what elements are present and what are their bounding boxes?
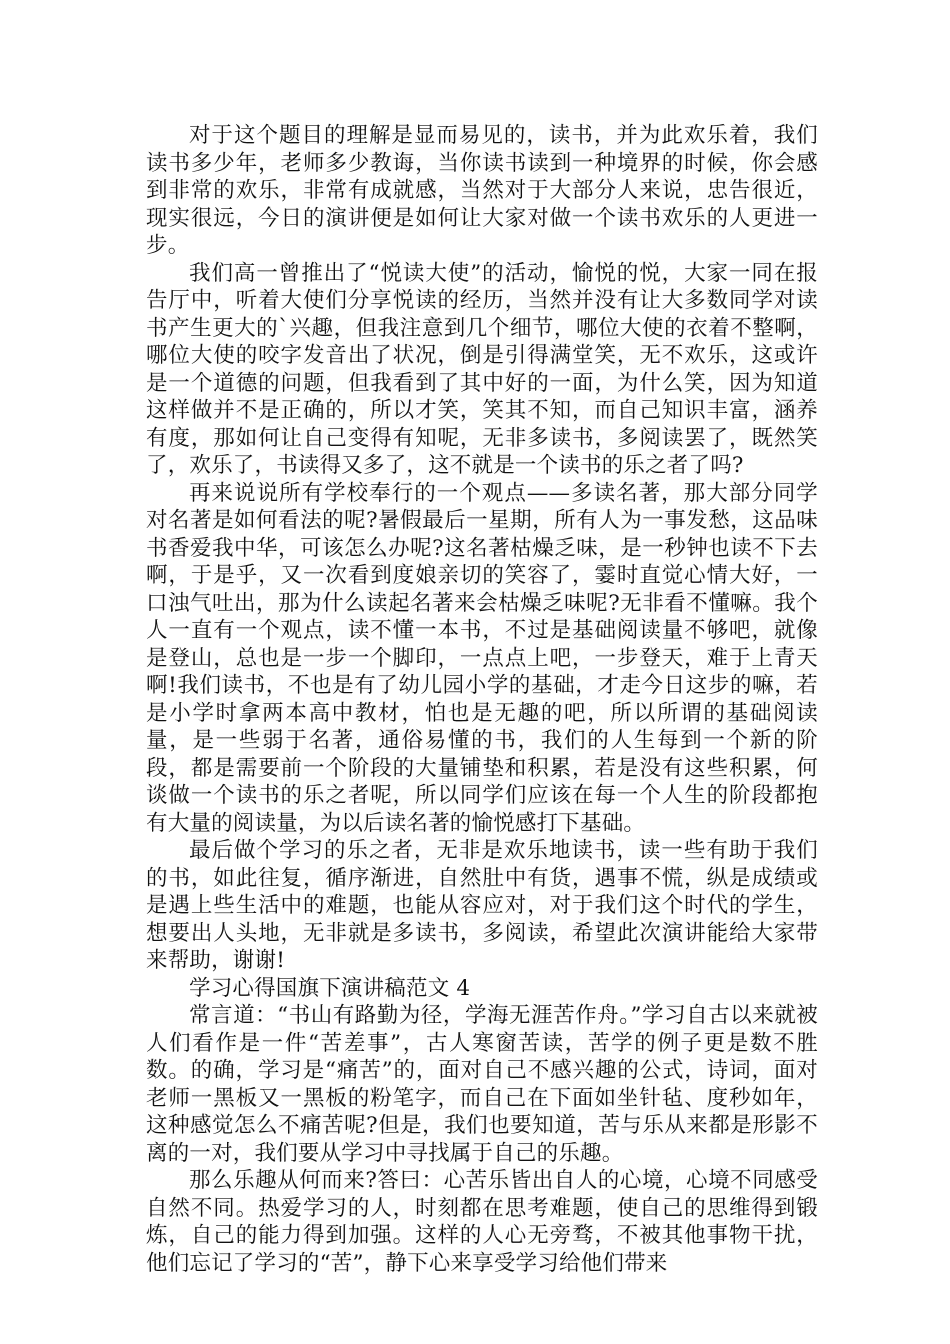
paragraph: 常言道：“书山有路勤为径，学海无涯苦作舟。”学习自古以来就被人们看作是一件“苦差事”，古人寒窗苦读，苦学的例子更是数不胜数。的确，学习是“痛苦”的，面对自己不感兴趣的公式，诗词，面对老师一黑板又一黑板的粉笔字，而自己在下面如坐针毡、度秒如年，这种感觉怎么不痛苦呢?但是，我们也要知道，苦与乐从来都是形影不离的一对，我们要从学习中寻找属于自己的乐趣。 xyxy=(146,1003,818,1166)
paragraph: 我们高一曾推出了“悦读大使”的活动，愉悦的悦，大家一同在报告厅中，听着大使们分享悦读的经历，当然并没有让大多数同学对读书产生更大的`兴趣，但我注意到几个细节，哪位大使的衣着不整啊，哪位大使的咬字发音出了状况，倒是引得满堂笑，无不欢乐，这或许是一个道德的问题，但我看到了其中好的一面，为什么笑，因为知道这样做并不是正确的，所以才笑，笑其不知，而自己知识丰富，涵养有度，那如何让自己变得有知呢，无非多读书，多阅读罢了，既然笑了，欢乐了，书读得又多了，这不就是一个读书的乐之者了吗? xyxy=(146,260,818,478)
paragraph: 对于这个题目的理解是显而易见的，读书，并为此欢乐着，我们读书多少年，老师多少教诲，当你读书读到一种境界的时候，你会感到非常的欢乐，非常有成就感，当然对于大部分人来说，忠告很近，现实很远，今日的演讲便是如何让大家对做一个读书欢乐的人更进一步。 xyxy=(146,123,818,258)
section-title: 学习心得国旗下演讲稿范文 4 xyxy=(189,975,471,1001)
paragraph: 最后做个学习的乐之者，无非是欢乐地读书，读一些有助于我们的书，如此往复，循序渐进，自然肚中有货，遇事不慌，纵是成绩或是遇上些生活中的难题，也能从容应对，对于我们这个时代的学生，想要出人头地，无非就是多读书，多阅读，希望此次演讲能给大家带来帮助，谢谢! xyxy=(146,838,818,973)
paragraph: 再来说说所有学校奉行的一个观点——多读名著，那大部分同学对名著是如何看法的呢?暑假最后一星期，所有人为一事发愁，这品味书香爱我中华，可该怎么办呢?这名著枯燥乏味，是一秒钟也读不下去啊，于是乎，又一次看到度娘亲切的笑容了，霎时直觉心情大好，一口浊气吐出，那为什么读起名著来会枯燥乏味呢?无非看不懂嘛。我个人一直有一个观点，读不懂一本书，不过是基础阅读量不够吧，就像是登山，总也是一步一个脚印，一点点上吧，一步登天，难于上青天啊!我们读书，不也是有了幼儿园小学的基础，才走今日这步的嘛，若是小学时拿两本高中教材，怕也是无趣的吧，所以所谓的基础阅读量，是一些弱于名著，通俗易懂的书，我们的人生每到一个新的阶段，都是需要前一个阶段的大量铺垫和积累，若是没有这些积累，何谈做一个读书的乐之者呢，所以同学们应该在每一个人生的阶段都抱有大量的阅读量，为以后读名著的愉悦感打下基础。 xyxy=(146,480,818,836)
document-body xyxy=(146,122,818,1277)
paragraph: 那么乐趣从何而来?答曰：心苦乐皆出自人的心境，心境不同感受自然不同。热爱学习的人，时刻都在思考难题，使自己的思维得到锻炼，自己的能力得到加强。这样的人心无旁骛，不被其他事物干扰，他们忘记了学习的“苦”，静下心来享受学习给他们带来 xyxy=(146,1168,818,1276)
